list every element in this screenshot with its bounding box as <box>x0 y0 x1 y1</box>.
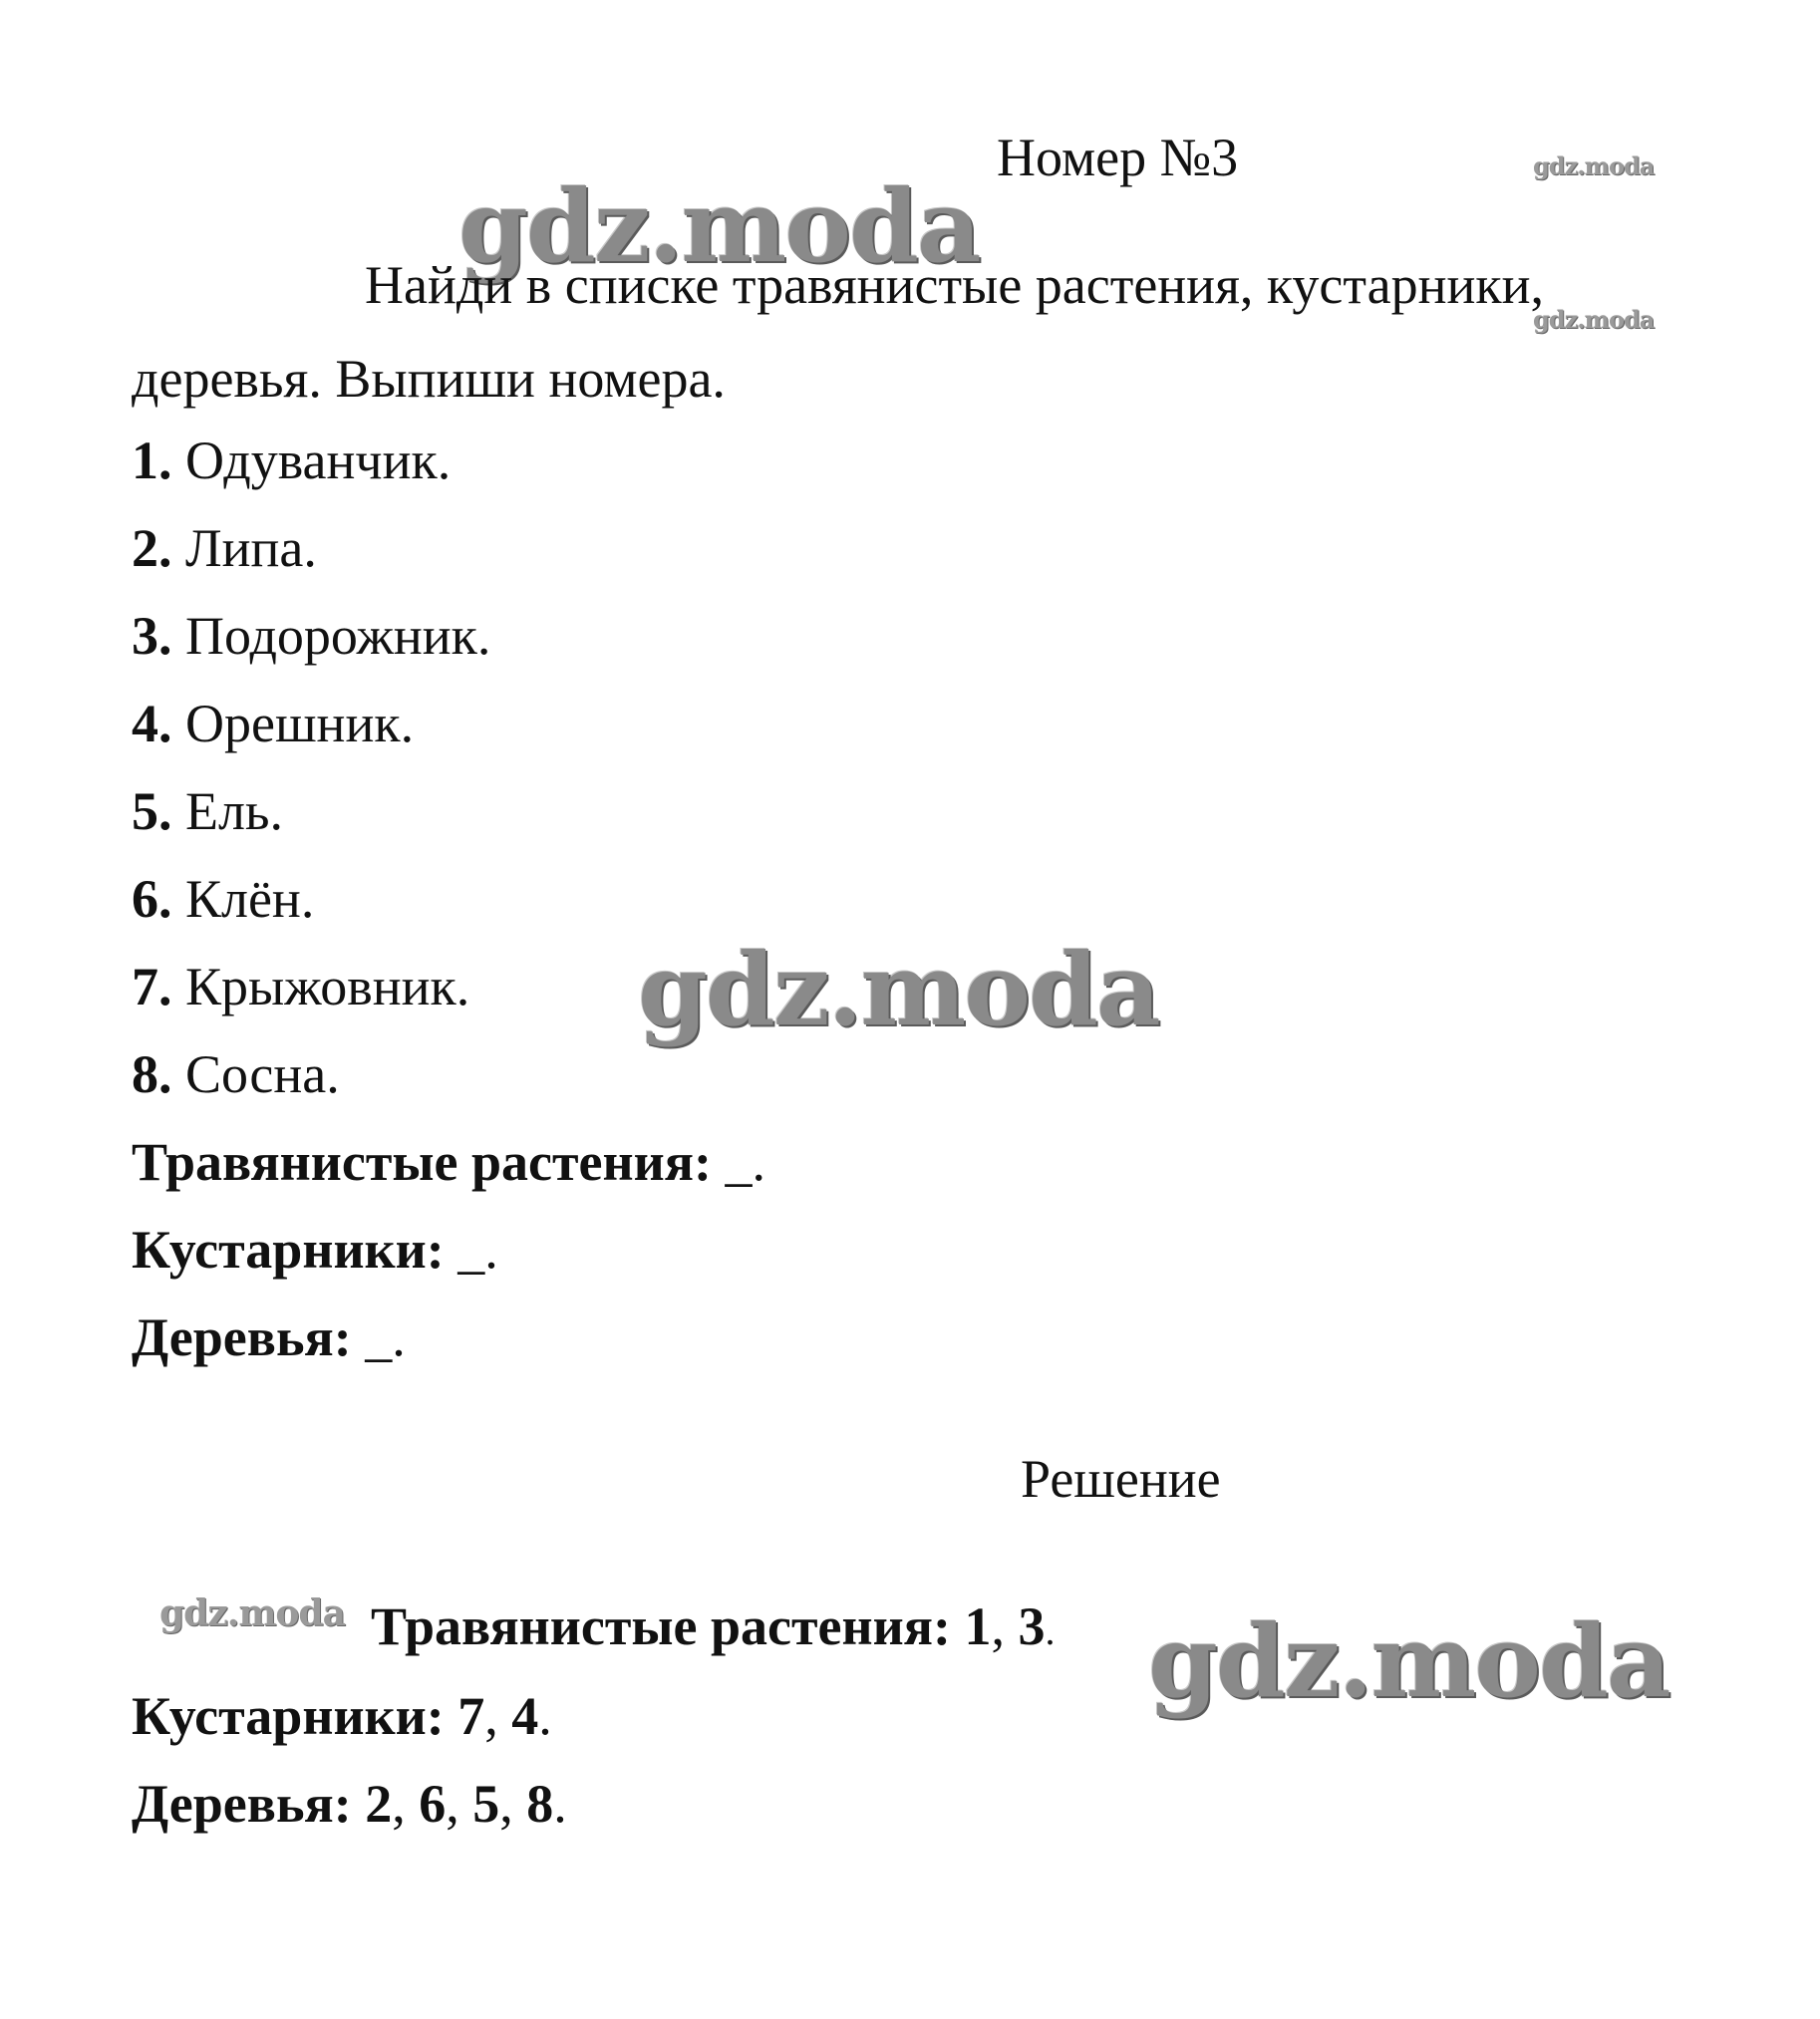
task-text-line-1: Найди в списке травянистые растения, кустарники, <box>365 255 1545 315</box>
item-text: Одуванчик. <box>185 431 452 490</box>
item-number: 4. <box>132 694 172 753</box>
list-item <box>132 779 283 843</box>
answer-number: 6 <box>419 1774 447 1834</box>
watermark-top: gdz.moda <box>458 167 980 285</box>
blank-trees <box>132 1305 406 1369</box>
answer-number: 3 <box>1018 1596 1046 1656</box>
answer-number: 1 <box>964 1596 992 1656</box>
item-number: 6. <box>132 869 172 929</box>
list-item <box>132 692 414 755</box>
item-text: Орешник. <box>185 694 415 753</box>
list-item <box>132 516 317 580</box>
list-item <box>132 1042 340 1106</box>
item-text: Липа. <box>185 518 317 578</box>
item-text: Подорожник. <box>185 606 491 666</box>
list-item <box>132 429 451 492</box>
watermark-bottom-right: gdz.moda <box>1148 1602 1669 1720</box>
list-item <box>132 867 314 931</box>
item-number: 1. <box>132 431 172 490</box>
blank-value: _. <box>725 1132 765 1192</box>
answer-separator: , <box>446 1774 473 1834</box>
item-number: 5. <box>132 781 172 841</box>
answer-separator: , <box>392 1774 420 1834</box>
blank-label: Травянистые растения: <box>132 1132 712 1192</box>
list-item <box>132 955 469 1018</box>
answer-shrubs <box>132 1684 552 1748</box>
list-item <box>132 604 490 668</box>
task-text-line-2: деревья. Выпиши номера. <box>132 349 726 409</box>
answer-number: 8 <box>526 1774 554 1834</box>
item-text: Клён. <box>185 869 315 929</box>
item-number: 8. <box>132 1044 172 1104</box>
blank-shrubs <box>132 1218 498 1282</box>
answer-end: . <box>538 1686 552 1746</box>
answer-trees <box>132 1772 567 1836</box>
watermark-middle: gdz.moda <box>638 931 1159 1048</box>
answer-number: 4 <box>511 1686 539 1746</box>
answer-label: Деревья: <box>132 1774 352 1834</box>
answer-number: 2 <box>365 1774 393 1834</box>
solution-title: Решение <box>1021 1449 1221 1509</box>
blank-value: _. <box>365 1307 406 1367</box>
answer-herbs <box>371 1594 1055 1663</box>
watermark-small-top-right: gdz.moda <box>1533 151 1655 180</box>
answer-separator: , <box>499 1774 527 1834</box>
item-text: Сосна. <box>185 1044 340 1104</box>
answer-end: . <box>1045 1608 1056 1653</box>
blank-label: Деревья: <box>132 1307 352 1367</box>
page-title: Номер №3 <box>997 128 1239 187</box>
watermark-small-right: gdz.moda <box>1533 305 1655 334</box>
blank-herbs <box>132 1130 765 1194</box>
answer-end: . <box>553 1774 567 1834</box>
answer-label: Травянистые растения: <box>371 1596 951 1656</box>
answer-label: Кустарники: <box>132 1686 445 1746</box>
answer-separator: , <box>991 1596 1019 1656</box>
answer-number: 5 <box>472 1774 500 1834</box>
blank-label: Кустарники: <box>132 1220 445 1280</box>
answer-number: 7 <box>457 1686 485 1746</box>
item-number: 3. <box>132 606 172 666</box>
watermark-small-bottom-left: gdz.moda <box>159 1592 345 1634</box>
blank-value: _. <box>457 1220 498 1280</box>
item-number: 2. <box>132 518 172 578</box>
answer-separator: , <box>484 1686 512 1746</box>
item-text: Ель. <box>185 781 284 841</box>
item-text: Крыжовник. <box>185 957 470 1016</box>
item-number: 7. <box>132 957 172 1016</box>
